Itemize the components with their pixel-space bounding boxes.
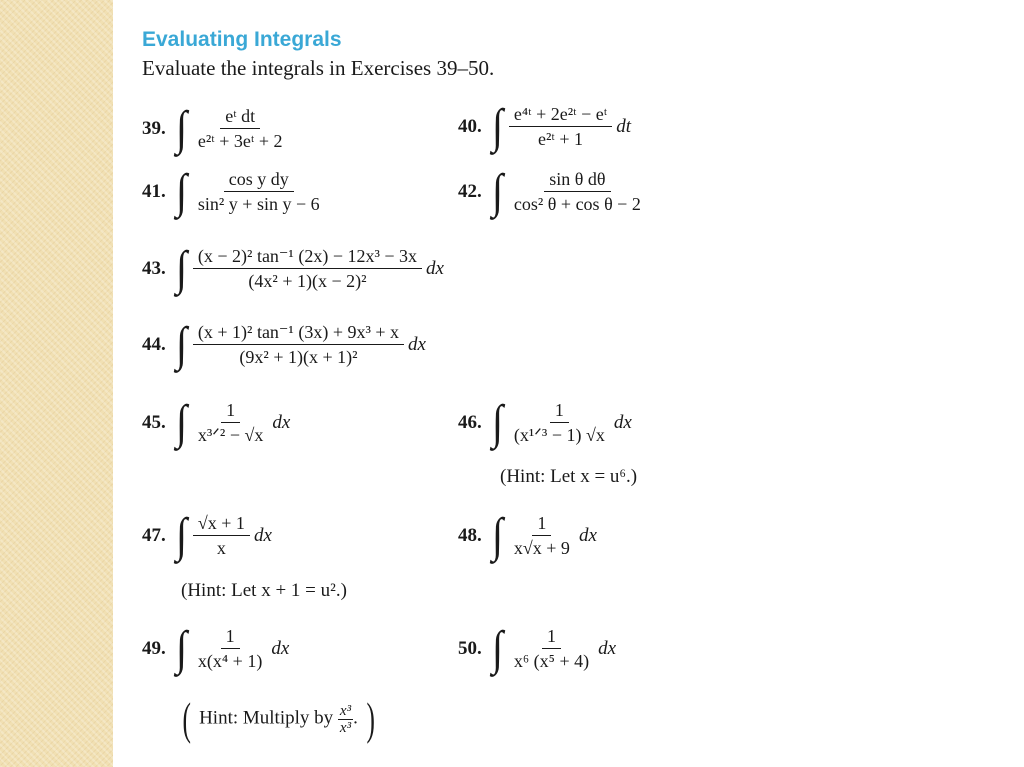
differential: dx xyxy=(613,411,632,433)
integral-sign-icon: ∫ xyxy=(175,621,187,675)
left-paren: ( xyxy=(182,693,191,744)
exercise-number: 43. xyxy=(142,257,166,279)
integrand-fraction xyxy=(193,244,422,293)
exercise-46 xyxy=(458,395,632,449)
integrand-fraction xyxy=(193,167,325,216)
exercise-number: 41. xyxy=(142,180,166,202)
numerator: 1 xyxy=(542,624,561,649)
integrand-fraction xyxy=(509,624,594,673)
integrand-fraction xyxy=(193,320,404,369)
exercise-number: 49. xyxy=(142,637,166,659)
denominator: x(x⁴ + 1) xyxy=(197,651,263,671)
numerator: (x + 1)² tan⁻¹ (3x) + 9x³ + x xyxy=(193,320,404,345)
hint-period: . xyxy=(353,707,358,729)
exercise-number: 44. xyxy=(142,333,166,355)
right-paren: ) xyxy=(366,693,375,744)
integrand-fraction xyxy=(509,398,610,447)
denominator: x⁶ (x⁵ + 4) xyxy=(513,651,590,671)
hint-49 xyxy=(179,693,378,744)
hint-fraction xyxy=(338,703,353,736)
denominator: x xyxy=(216,538,226,558)
exercise-number: 40. xyxy=(458,115,482,137)
differential: dx xyxy=(408,333,426,355)
integrand-fraction xyxy=(509,167,646,216)
hint-denominator: x³ xyxy=(339,719,352,736)
numerator: 1 xyxy=(221,398,240,423)
differential: dx xyxy=(253,524,272,546)
integral-sign-icon: ∫ xyxy=(491,621,503,675)
exercise-number: 45. xyxy=(142,411,166,433)
numerator: eᵗ dt xyxy=(220,104,260,129)
hint-49-text: Hint: Multiply by xyxy=(199,707,334,729)
integral-sign-icon: ∫ xyxy=(491,508,503,562)
exercise-number: 47. xyxy=(142,524,166,546)
hint-46: (Hint: Let x = u⁶.) xyxy=(500,466,638,487)
exercise-41 xyxy=(142,164,327,218)
differential: dx xyxy=(271,637,290,659)
exercise-number: 48. xyxy=(458,524,482,546)
exercise-43 xyxy=(142,241,444,295)
integrand-fraction xyxy=(193,511,250,560)
integral-sign-icon: ∫ xyxy=(175,317,187,371)
section-title: Evaluating Integrals xyxy=(142,28,342,51)
numerator: cos y dy xyxy=(224,167,294,192)
exercise-49 xyxy=(142,621,290,675)
numerator: 1 xyxy=(221,624,240,649)
exercise-number: 39. xyxy=(142,117,166,139)
integral-sign-icon: ∫ xyxy=(491,164,503,218)
integrand-fraction xyxy=(509,511,575,560)
integrand-fraction xyxy=(193,624,267,673)
decorative-left-strip xyxy=(0,0,114,767)
hint-47: (Hint: Let x + 1 = u².) xyxy=(181,580,347,601)
exercise-page xyxy=(113,0,1024,767)
denominator: e²ᵗ + 1 xyxy=(538,129,584,149)
exercise-42 xyxy=(458,164,648,218)
integral-sign-icon: ∫ xyxy=(175,164,187,218)
integral-sign-icon: ∫ xyxy=(175,101,187,155)
differential: dt xyxy=(616,115,631,137)
exercise-44 xyxy=(142,317,426,371)
exercise-number: 46. xyxy=(458,411,482,433)
numerator: sin θ dθ xyxy=(544,167,610,192)
numerator: 1 xyxy=(532,511,551,536)
denominator: x³ᐟ² − √x xyxy=(197,425,264,445)
exercise-50 xyxy=(458,621,617,675)
exercise-45 xyxy=(142,395,291,449)
differential: dx xyxy=(272,411,291,433)
differential: dx xyxy=(426,257,444,279)
exercise-40 xyxy=(458,99,631,153)
denominator: cos² θ + cos θ − 2 xyxy=(513,194,641,214)
differential: dx xyxy=(578,524,597,546)
denominator: x√x + 9 xyxy=(513,538,570,558)
numerator: 1 xyxy=(550,398,569,423)
integral-sign-icon: ∫ xyxy=(491,99,503,153)
integrand-fraction xyxy=(509,102,612,151)
numerator: e⁴ᵗ + 2e²ᵗ − eᵗ xyxy=(509,102,612,127)
hint-numerator: x³ xyxy=(339,702,352,719)
denominator: sin² y + sin y − 6 xyxy=(197,194,320,214)
integral-sign-icon: ∫ xyxy=(491,395,503,449)
exercise-number: 42. xyxy=(458,180,482,202)
exercise-number: 50. xyxy=(458,637,482,659)
denominator: (9x² + 1)(x + 1)² xyxy=(239,347,358,367)
denominator: (x¹ᐟ³ − 1) √x xyxy=(513,425,605,445)
integrand-fraction xyxy=(193,104,288,153)
exercise-48 xyxy=(458,508,597,562)
numerator: √x + 1 xyxy=(193,511,250,536)
denominator: (4x² + 1)(x − 2)² xyxy=(248,271,367,291)
section-subtitle: Evaluate the integrals in Exercises 39–50. xyxy=(142,56,495,80)
differential: dx xyxy=(598,637,617,659)
integral-sign-icon: ∫ xyxy=(175,241,187,295)
integral-sign-icon: ∫ xyxy=(175,508,187,562)
integral-sign-icon: ∫ xyxy=(175,395,187,449)
exercise-47 xyxy=(142,508,272,562)
numerator: (x − 2)² tan⁻¹ (2x) − 12x³ − 3x xyxy=(193,244,422,269)
integrand-fraction xyxy=(193,398,268,447)
denominator: e²ᵗ + 3eᵗ + 2 xyxy=(197,131,283,151)
exercise-39 xyxy=(142,101,289,155)
